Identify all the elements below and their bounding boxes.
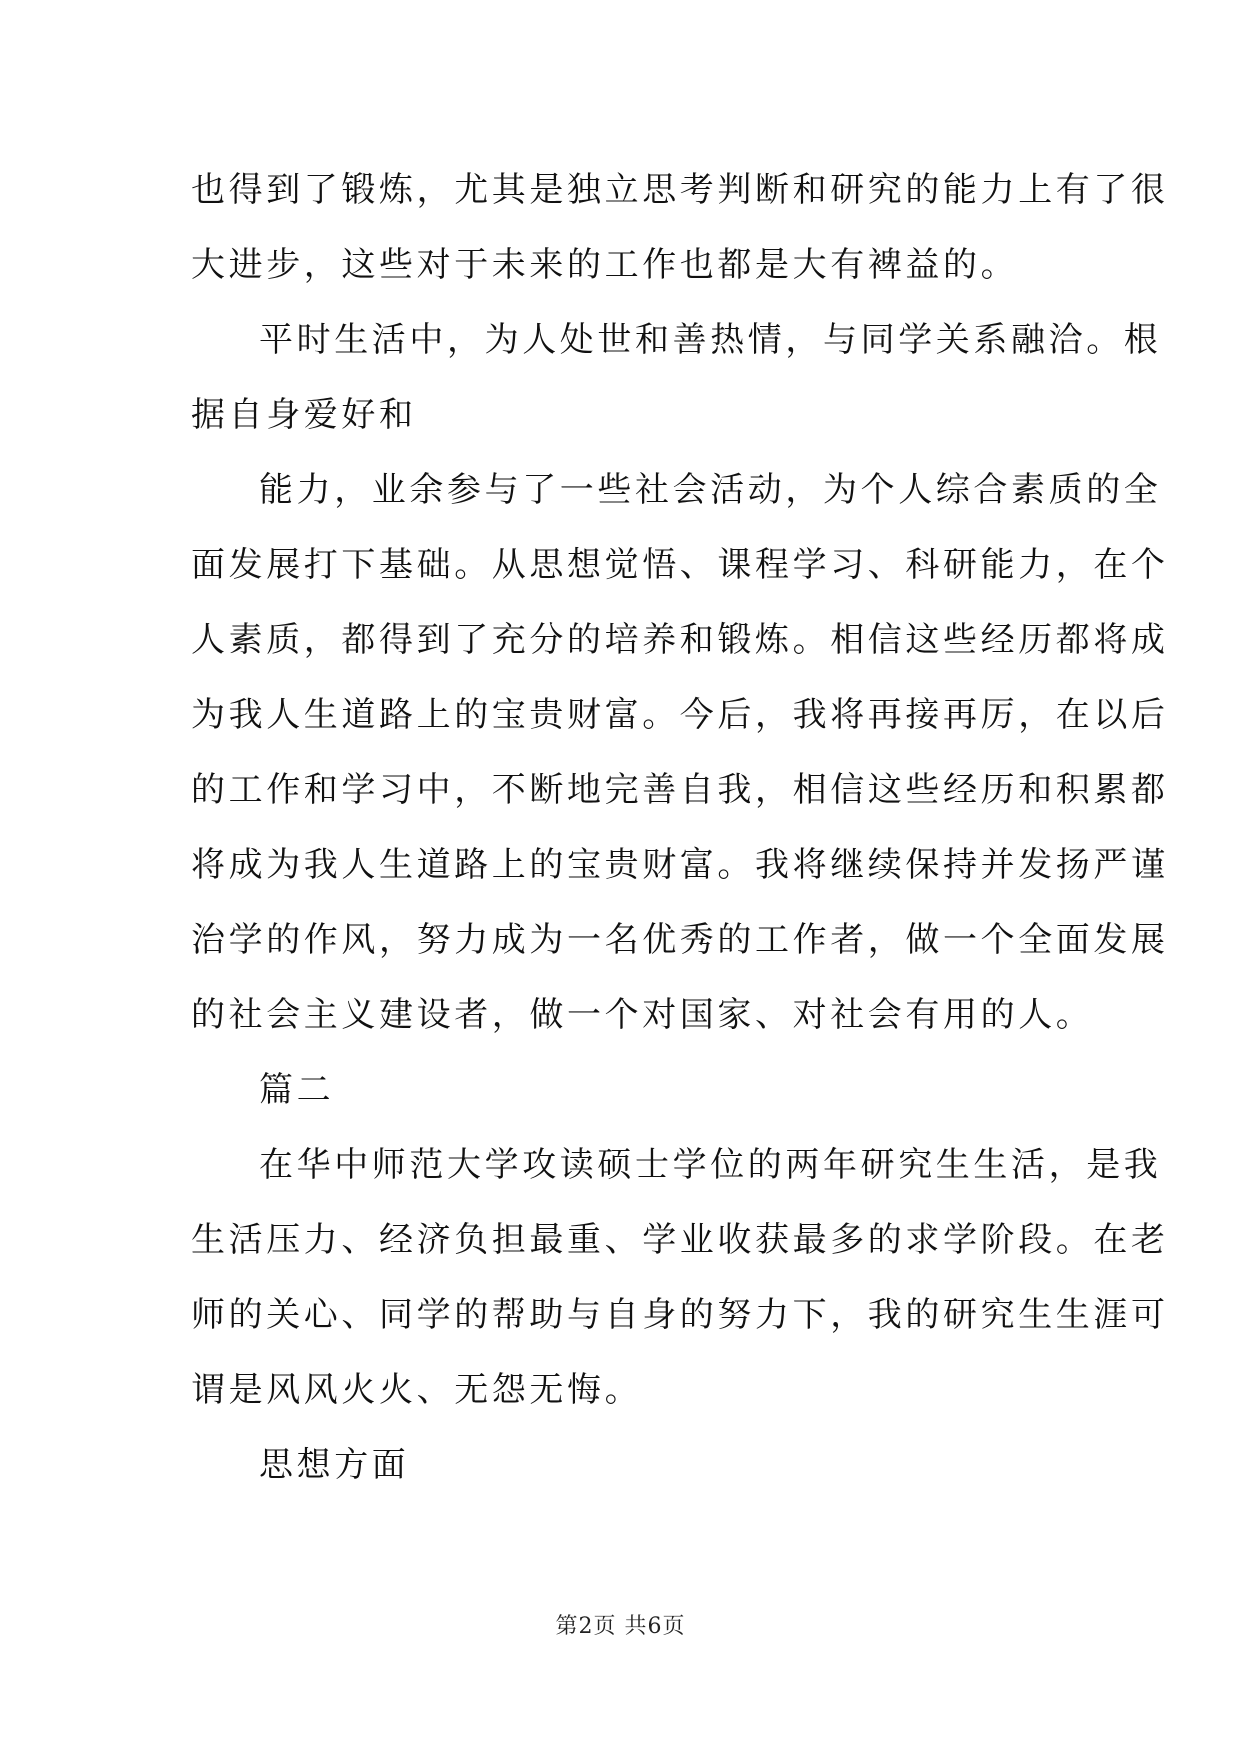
text-line-4: 据自身爱好和: [191, 395, 417, 435]
text-line-17: 谓是风风火火、无怨无悔。: [191, 1370, 643, 1410]
section-heading-part-two: 篇二: [259, 1070, 335, 1110]
text-line-16: 师的关心、同学的帮助与自身的努力下，我的研究生生涯可: [191, 1295, 1169, 1335]
paragraph-start-line-14: 在华中师范大学攻读硕士学位的两年研究生生活，是我: [259, 1145, 1162, 1185]
text-line-12: 的社会主义建设者，做一个对国家、对社会有用的人。: [191, 995, 1094, 1035]
text-line-9: 的工作和学习中，不断地完善自我，相信这些经历和积累都: [191, 770, 1169, 810]
section-heading-thought: 思想方面: [259, 1445, 410, 1485]
paragraph-start-line-5: 能力，业余参与了一些社会活动，为个人综合素质的全: [259, 470, 1162, 510]
text-line-6: 面发展打下基础。从思想觉悟、课程学习、科研能力，在个: [191, 545, 1169, 585]
text-line-7: 人素质，都得到了充分的培养和锻炼。相信这些经历都将成: [191, 620, 1169, 660]
text-line-2: 大进步，这些对于未来的工作也都是大有裨益的。: [191, 245, 1019, 285]
text-line-15: 生活压力、经济负担最重、学业收获最多的求学阶段。在老: [191, 1220, 1169, 1260]
text-line-10: 将成为我人生道路上的宝贵财富。我将继续保持并发扬严谨: [191, 845, 1169, 885]
text-line-11: 治学的作风，努力成为一名优秀的工作者，做一个全面发展: [191, 920, 1169, 960]
paragraph-start-line-3: 平时生活中，为人处世和善热情，与同学关系融洽。根: [259, 320, 1162, 360]
text-line-8: 为我人生道路上的宝贵财富。今后，我将再接再厉，在以后: [191, 695, 1169, 735]
text-line-1: 也得到了锻炼，尤其是独立思考判断和研究的能力上有了很: [191, 170, 1169, 210]
page-number-footer: 第2页 共6页: [555, 1614, 686, 1639]
